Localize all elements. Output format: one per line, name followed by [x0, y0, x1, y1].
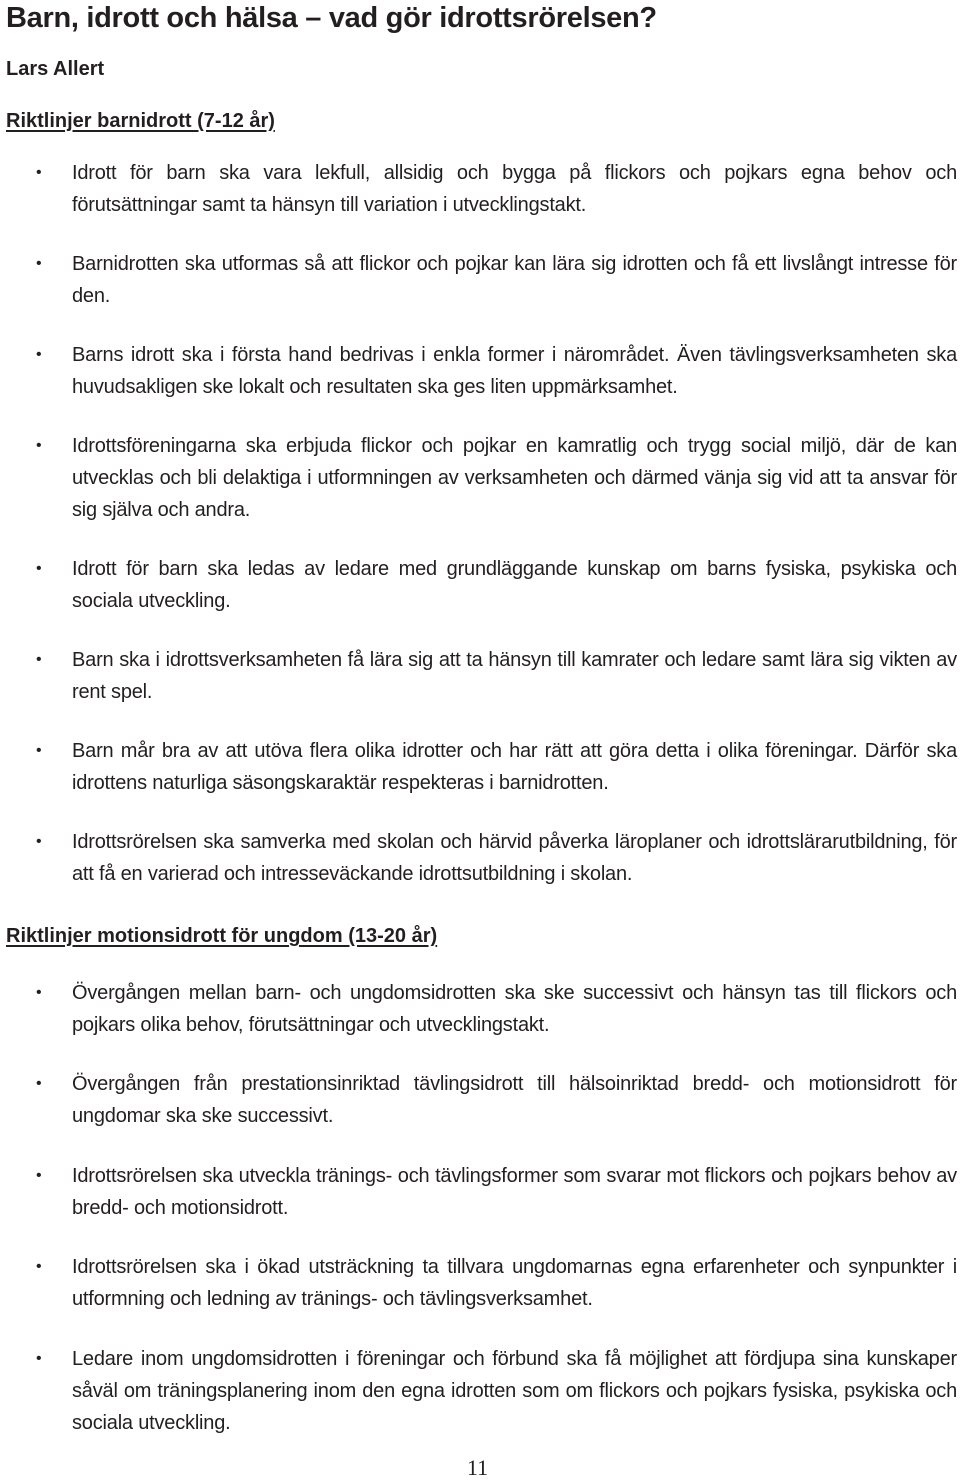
section-heading-ungdom: Riktlinjer motionsidrott för ungdom (13-20 år) [6, 925, 438, 947]
list-item: • Barns idrott ska i första hand bedrivas i enkla former i närområdet. Även tävlingsverksamheten ska huvudsakligen ske lokalt och resultaten ska ges liten uppmärksamhet. [72, 339, 957, 403]
page-title: Barn, idrott och hälsa – vad gör idrottsrörelsen? [6, 2, 657, 34]
list-item: • Ledare inom ungdomsidrotten i föreningar och förbund ska få möjlighet att fördjupa sina kunskaper såväl om träningsplanering inom den egna idrotten som om flickors och pojkars fysiska, psykiska och sociala utveckling. [72, 1343, 957, 1439]
author-name: Lars Allert [6, 58, 105, 80]
section-heading-barnidrott: Riktlinjer barnidrott (7-12 år) [6, 110, 275, 132]
list-item: • Barnidrotten ska utformas så att flickor och pojkar kan lära sig idrotten och få ett livslångt intresse för den. [72, 248, 957, 312]
list-item: • Barn mår bra av att utöva flera olika idrotter och har rätt att göra detta i olika föreningar. Därför ska idrottens naturliga säsongskaraktär respekteras i barnidrotten. [72, 735, 957, 799]
list-item: • Idrott för barn ska ledas av ledare med grundläggande kunskap om barns fysiska, psykiska och sociala utveckling. [72, 553, 957, 617]
list-item: • Idrottsrörelsen ska samverka med skolan och härvid påverka läroplaner och idrottslärarutbildning, för att få en varierad och intresseväckande idrottsutbildning i skolan. [72, 826, 957, 890]
list-item: • Övergången mellan barn- och ungdomsidrotten ska ske successivt och hänsyn tas till flickors och pojkars olika behov, förutsättningar och utvecklingstakt. [72, 977, 957, 1041]
list-item: • Idrottsrörelsen ska i ökad utsträckning ta tillvara ungdomarnas egna erfarenheter och synpunkter i utformning och ledning av tränings- och tävlingsverksamhet. [72, 1251, 957, 1315]
list-item: • Övergången från prestationsinriktad tävlingsidrott till hälsoinriktad bredd- och motionsidrott för ungdomar ska ske successivt. [72, 1068, 957, 1132]
list-item: • Idrottsrörelsen ska utveckla tränings- och tävlingsformer som svarar mot flickors och pojkars behov av bredd- och motionsidrott. [72, 1160, 957, 1224]
list-item: • Idrott för barn ska vara lekfull, allsidig och bygga på flickors och pojkars egna behov och förutsättningar samt ta hänsyn till variation i utvecklingstakt. [72, 157, 957, 221]
list-item: • Barn ska i idrottsverksamheten få lära sig att ta hänsyn till kamrater och ledare samt lära sig vikten av rent spel. [72, 644, 957, 708]
page-number: 11 [467, 1455, 489, 1480]
list-item: • Idrottsföreningarna ska erbjuda flickor och pojkar en kamratlig och trygg social miljö, där de kan utvecklas och bli delaktiga i utformningen av verksamheten och därmed vänja sig vid att ta ansvar för sig själva och andra. [72, 430, 957, 526]
